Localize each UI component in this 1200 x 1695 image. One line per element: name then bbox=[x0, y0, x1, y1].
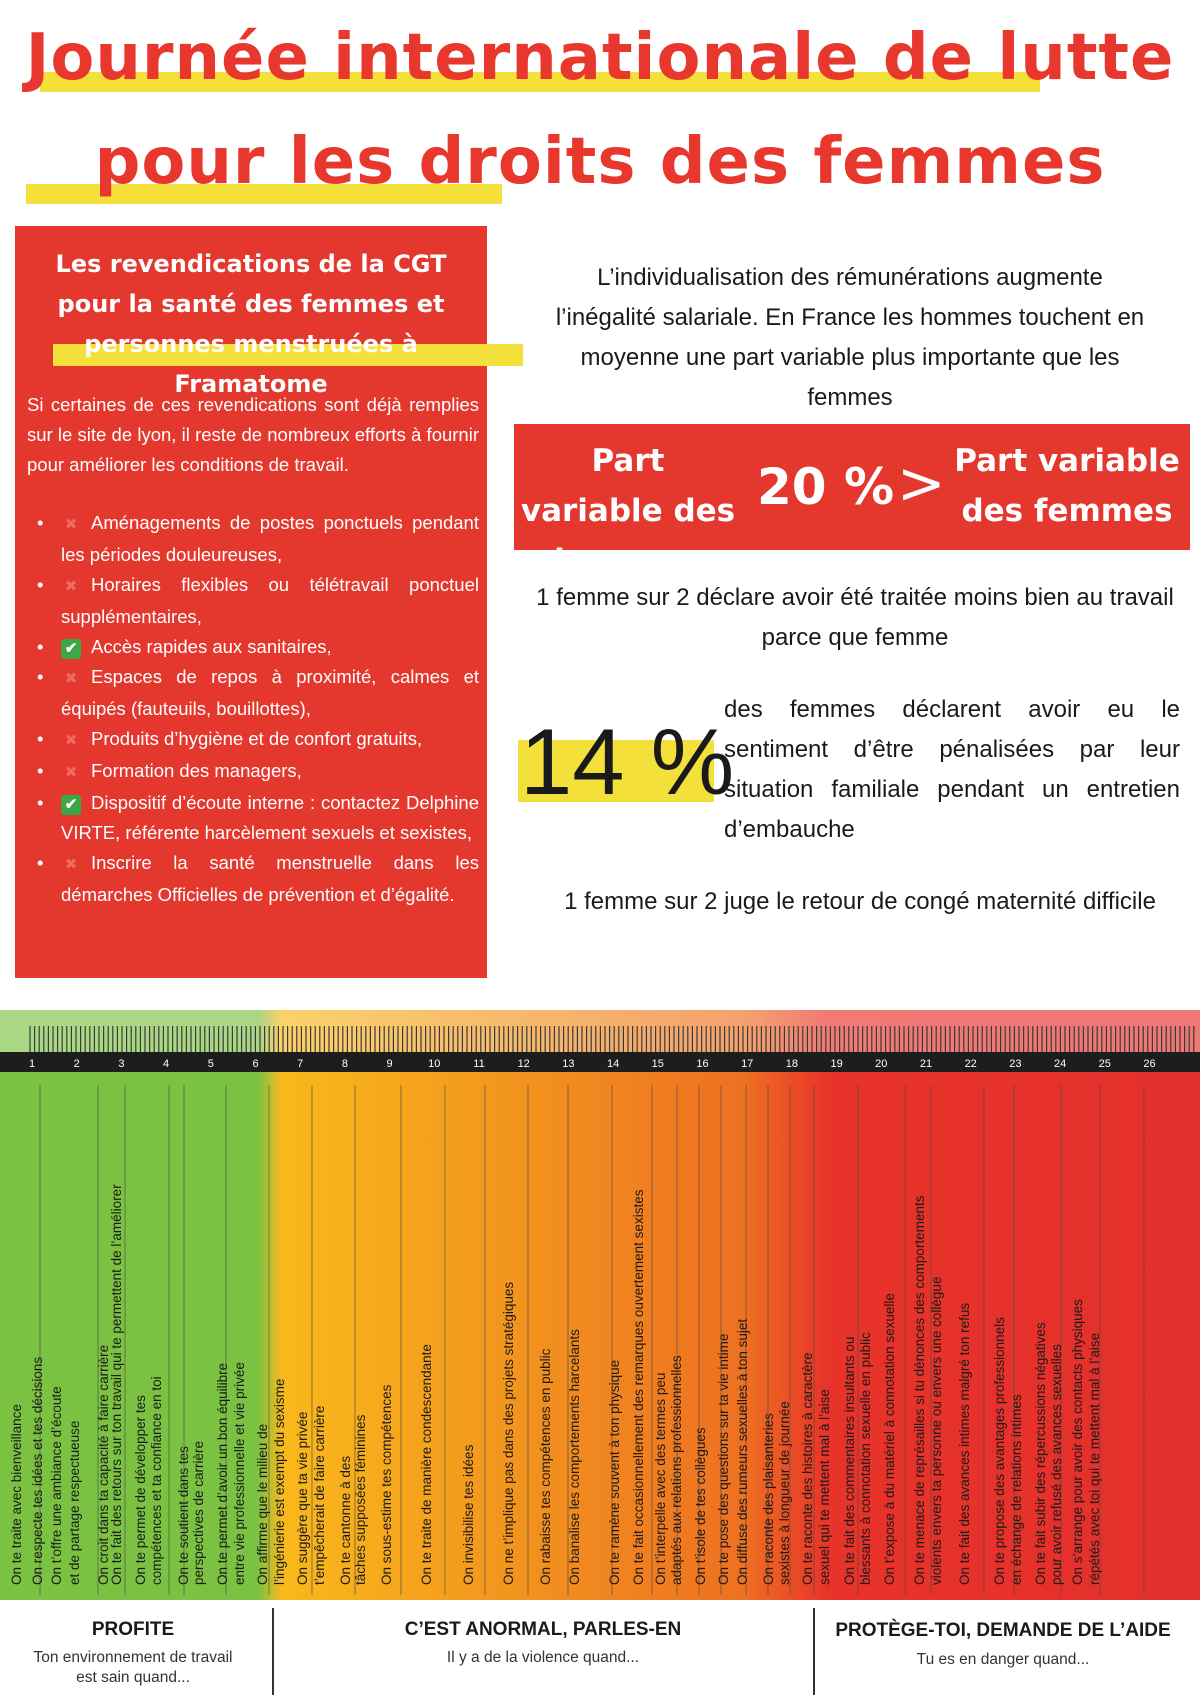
scale-item bbox=[957, 1303, 972, 1585]
scale-item-text: On croit dans ta capacité à faire carrière bbox=[96, 1344, 111, 1585]
big-stat-value: 14 % bbox=[520, 709, 735, 814]
pay-comparison-box bbox=[514, 424, 1190, 579]
stat-treated-worse: 1 femme sur 2 déclare avoir été traitée moins bien au travail parce que femme bbox=[536, 584, 1174, 651]
demand-item bbox=[61, 756, 479, 788]
scale-item-text: compétences et ta confiance en toi bbox=[149, 1376, 164, 1585]
scale-item bbox=[379, 1384, 394, 1585]
ruler-number: 26 bbox=[1143, 1058, 1156, 1070]
ruler-number: 4 bbox=[163, 1058, 170, 1070]
ruler-number: 5 bbox=[207, 1058, 214, 1070]
scale-item-text: On te soutient dans tes bbox=[176, 1446, 191, 1585]
demand-item bbox=[61, 508, 479, 570]
scale-item bbox=[1033, 1322, 1064, 1585]
scale-item bbox=[538, 1348, 553, 1585]
scale-item-text: sexistes à longueur de journée bbox=[777, 1401, 792, 1585]
scale-item bbox=[735, 1319, 750, 1585]
stat-maternity: 1 femme sur 2 juge le retour de congé maternité difficile bbox=[564, 888, 1156, 915]
ruler-number: 12 bbox=[517, 1058, 530, 1070]
scale-item-text: sexuel qui te mettent mal à l’aise bbox=[817, 1389, 832, 1585]
zone-2-subtitle: Il y a de la violence quand... bbox=[446, 1649, 640, 1666]
demand-text: Dispositif d’écoute interne : contactez Delphine VIRTE, référente harcèlement sexuels et sexistes, bbox=[61, 792, 479, 843]
ruler-number: 10 bbox=[428, 1058, 441, 1070]
scale-item bbox=[501, 1282, 516, 1585]
scale-item-text: On te fait occasionnellement des remarques ouvertement sexistes bbox=[631, 1189, 646, 1585]
scale-item bbox=[109, 1184, 124, 1585]
scale-item-text: perspectives de carrière bbox=[191, 1440, 206, 1585]
zone-1-subtitle-line-1: Ton environnement de travail bbox=[33, 1649, 233, 1666]
scale-item bbox=[176, 1441, 206, 1585]
scale-item-text: et de partage respectueuse bbox=[67, 1420, 82, 1585]
zone-1-subtitle-line-2: est sain quand... bbox=[76, 1669, 190, 1686]
demand-item bbox=[61, 724, 479, 756]
difference-value: 20 % bbox=[757, 458, 895, 516]
greater-than-symbol: > bbox=[897, 449, 946, 517]
scale-item-text: On te fait des commentaires insultants ou bbox=[842, 1336, 857, 1585]
scale-item bbox=[9, 1404, 24, 1585]
scale-item-text: On te ramène souvent à ton physique bbox=[607, 1359, 622, 1585]
ruler-number: 19 bbox=[830, 1058, 843, 1070]
demand-text: Accès rapides aux sanitaires, bbox=[91, 636, 332, 657]
ruler-number: 14 bbox=[606, 1058, 620, 1070]
scale-item-text: pour avoir refusé des avances sexuelles bbox=[1049, 1344, 1064, 1585]
cross-icon: ✖ bbox=[64, 516, 78, 533]
scale-item bbox=[653, 1355, 684, 1585]
scale-item bbox=[761, 1401, 792, 1585]
ruler-number: 11 bbox=[473, 1058, 485, 1070]
ruler-number: 21 bbox=[919, 1058, 933, 1070]
scale-item-text: On banalise les comportements harcelants bbox=[567, 1329, 582, 1585]
ruler-number: 6 bbox=[252, 1058, 259, 1070]
scale-item-text: On te permet de développer tes bbox=[133, 1395, 148, 1585]
ruler-number: 18 bbox=[785, 1058, 799, 1070]
scale-item-text: On suggère que ta vie privée bbox=[295, 1411, 310, 1585]
demand-text: Formation des managers, bbox=[91, 760, 302, 781]
scale-item bbox=[716, 1334, 731, 1585]
scale-item-text: répétés avec toi qui te mettent mal à l’aise bbox=[1087, 1332, 1102, 1585]
check-icon: ✔ bbox=[61, 795, 81, 815]
ruler-number: 17 bbox=[741, 1058, 754, 1070]
women-variable-label: Part variable des femmes bbox=[954, 443, 1180, 529]
ruler-number: 24 bbox=[1053, 1058, 1067, 1070]
cross-icon: ✖ bbox=[64, 856, 78, 873]
zone-3-subtitle: Tu es en danger quand... bbox=[916, 1651, 1090, 1668]
ruler-number: 15 bbox=[651, 1058, 664, 1070]
ruler-number: 23 bbox=[1009, 1058, 1022, 1070]
scale-item-text: On te fait des avances intimes malgré ton refus bbox=[957, 1302, 972, 1585]
ruler-number: 20 bbox=[875, 1058, 888, 1070]
ruler-number: 2 bbox=[73, 1058, 80, 1070]
ruler-number: 1 bbox=[28, 1058, 36, 1070]
page-title-line-1: Journée internationale de lutte bbox=[25, 21, 1175, 95]
page-title-line-2: pour les droits des femmes bbox=[94, 125, 1106, 199]
scale-item-text: On te traite avec bienveillance bbox=[9, 1404, 24, 1585]
demand-text: Inscrire la santé menstruelle dans les démarches Officielles de prévention et d’égalité. bbox=[61, 852, 479, 905]
check-icon: ✔ bbox=[61, 639, 81, 659]
big-stat-description: des femmes déclarent avoir eu le sentiment d’être pénalisées par leur situation familiale pendant un entretien d’embauche bbox=[724, 696, 1180, 843]
scale-item-text: On affirme que le milieu de bbox=[255, 1423, 270, 1585]
scale-item-text: On te traite de manière condescendante bbox=[419, 1344, 434, 1585]
scale-item-text: en échange de relations intimes bbox=[1009, 1394, 1024, 1585]
ruler-number: 16 bbox=[696, 1058, 709, 1070]
scale-item-text: On diffuse des rumeurs sexuelles à ton sujet bbox=[735, 1318, 750, 1585]
cross-icon: ✖ bbox=[64, 732, 78, 749]
demands-panel bbox=[15, 226, 487, 978]
scale-item bbox=[567, 1329, 582, 1585]
cross-icon: ✖ bbox=[64, 578, 78, 595]
scale-item-text: On te pose des questions sur ta vie intime bbox=[716, 1333, 731, 1585]
scale-item-text: On ne t’implique pas dans des projets stratégiques bbox=[501, 1281, 516, 1585]
demand-text: Aménagements de postes ponctuels pendant les périodes douleureuses, bbox=[61, 512, 479, 565]
scale-item bbox=[631, 1189, 646, 1585]
scale-item-text: On t’expose à du matériel à connotation sexuelle bbox=[882, 1293, 897, 1585]
scale-item-text: l’ingénierie est exempt du sexisme bbox=[272, 1378, 287, 1585]
scale-item-text: On invisibilise tes idées bbox=[461, 1444, 476, 1585]
ruler-number: 22 bbox=[964, 1058, 977, 1070]
scale-item-text: On t’offre une ambiance d’écoute bbox=[49, 1386, 64, 1585]
scale-item-text: On t’interpelle avec des termes peu bbox=[653, 1372, 668, 1585]
pay-paragraph: L’individualisation des rémunérations augmente l’inégalité salariale. En France les hommes touchent en moyenne une part variable plus importante que les femmes bbox=[555, 264, 1145, 411]
scale-item-text: On te menace de représailles si tu dénonces des comportements bbox=[912, 1195, 927, 1585]
ruler-number: 25 bbox=[1098, 1058, 1111, 1070]
scale-item-text: On sous-estime tes compétences bbox=[379, 1384, 394, 1585]
ruler-number: 3 bbox=[118, 1058, 125, 1070]
scale-item bbox=[607, 1360, 622, 1585]
zone-1-title: PROFITE bbox=[91, 1619, 175, 1640]
scale-item-text: tâches supposées féminines bbox=[353, 1414, 368, 1585]
ruler-number: 8 bbox=[341, 1058, 348, 1070]
scale-item bbox=[419, 1344, 434, 1585]
scale-item-text: entre vie professionnelle et vie privée bbox=[232, 1362, 247, 1585]
ruler-number: 7 bbox=[297, 1058, 304, 1070]
ruler-number: 13 bbox=[562, 1058, 575, 1070]
scale-item-text: On respecte tes idées et tes décisions bbox=[30, 1356, 45, 1585]
scale-item bbox=[882, 1293, 897, 1585]
scale-item-text: On te permet d’avoir un bon équilibre bbox=[215, 1362, 230, 1585]
scale-item bbox=[461, 1444, 476, 1585]
cross-icon: ✖ bbox=[64, 670, 78, 687]
demand-item bbox=[61, 848, 479, 910]
scale-item-text: On te cantonne à des bbox=[338, 1455, 353, 1585]
scale-item-text: On s’arrange pour avoir des contacts physiques bbox=[1070, 1299, 1085, 1585]
men-variable-label: Part variable des hommes bbox=[520, 443, 736, 579]
scale-item-text: violents envers ta personne ou envers une collègue bbox=[929, 1276, 944, 1585]
demand-item bbox=[61, 632, 479, 662]
demand-text: Horaires flexibles ou télétravail ponctuel supplémentaires, bbox=[61, 574, 479, 627]
scale-item-text: On t’isole de tes collègues bbox=[693, 1427, 708, 1585]
violence-scale bbox=[0, 1010, 1200, 1695]
scale-item-text: On raconte des plaisanteries bbox=[761, 1413, 776, 1585]
demands-heading: Les revendications de la CGT pour la santé des femmes et personnes menstruées à Framatome bbox=[55, 250, 447, 398]
scale-item-text: blessants à connotation sexuelle en public bbox=[858, 1332, 873, 1585]
scale-item bbox=[30, 1357, 45, 1585]
demands-intro: Si certaines de ces revendications sont déjà remplies sur le site de lyon, il reste de nombreux efforts à fournir pour améliorer les conditions de travail. bbox=[27, 394, 479, 475]
scale-item-text: adaptés aux relations professionnelles bbox=[669, 1355, 684, 1585]
demand-text: Espaces de repos à proximité, calmes et équipés (fauteuils, bouillottes), bbox=[61, 666, 479, 719]
scale-item-text: On rabaisse tes compétences en public bbox=[538, 1348, 553, 1585]
zone-3-title: PROTÈGE-TOI, DEMANDE DE L’AIDE bbox=[835, 1620, 1171, 1641]
scale-item-text: On te propose des avantages professionnels bbox=[992, 1317, 1007, 1585]
zone-2-title: C’EST ANORMAL, PARLES-EN bbox=[404, 1619, 682, 1640]
demand-text: Produits d’hygiène et de confort gratuits, bbox=[91, 728, 423, 749]
scale-item-text: t’empêcherait de faire carrière bbox=[312, 1405, 327, 1585]
scale-item-text: On te fait subir des répercussions négatives bbox=[1033, 1322, 1048, 1585]
scale-item bbox=[693, 1427, 708, 1585]
scale-item-text: On te raconte des histoires à caractère bbox=[800, 1352, 815, 1585]
demand-item bbox=[61, 662, 479, 724]
cross-icon: ✖ bbox=[64, 764, 78, 781]
demand-item bbox=[61, 788, 479, 848]
demands-list bbox=[27, 508, 479, 910]
demand-item bbox=[61, 570, 479, 632]
ruler-number: 9 bbox=[386, 1058, 393, 1070]
scale-item bbox=[133, 1376, 164, 1585]
scale-item-text: On te fait des retours sur ton travail qui te permettent de l’améliorer bbox=[109, 1184, 124, 1585]
scale-item bbox=[842, 1332, 873, 1585]
